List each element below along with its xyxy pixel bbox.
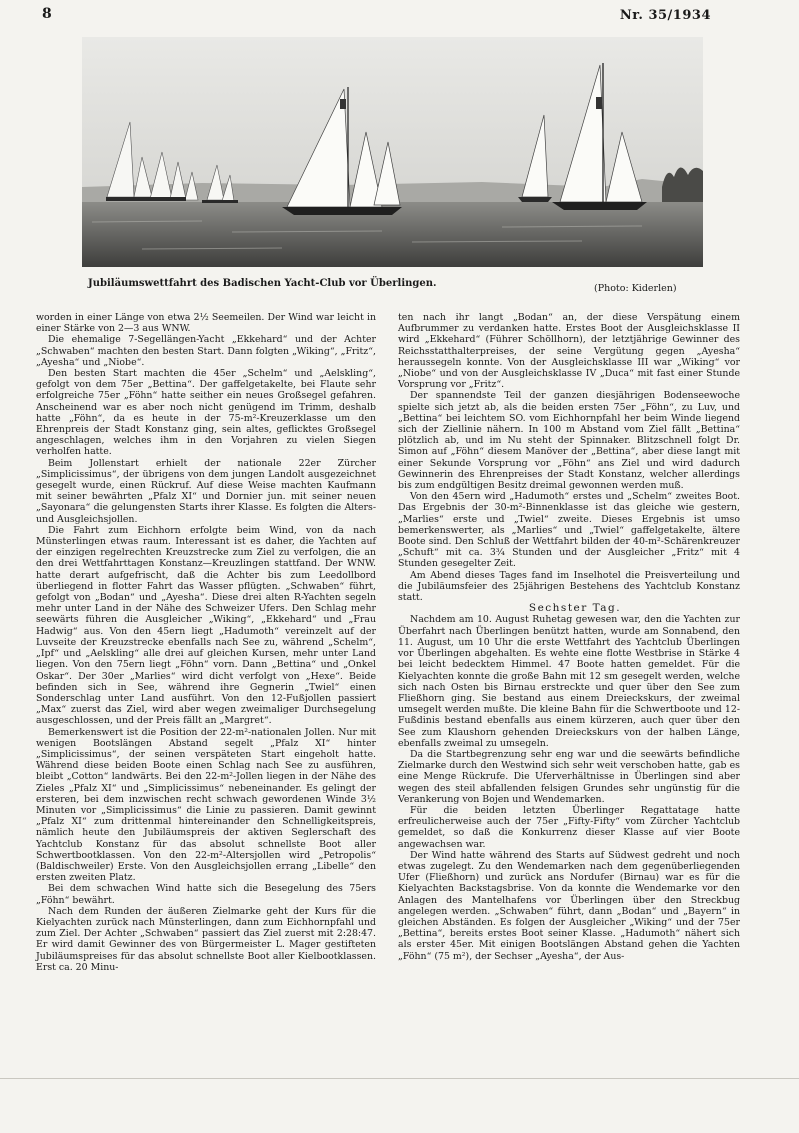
- photo-caption: Jubiläumswettfahrt des Badischen Yacht-Club vor Überlingen.: [88, 278, 437, 289]
- section-heading: Sechster Tag.: [528, 602, 622, 615]
- paragraph: Der spannendste Teil der ganzen diesjährigen Bodenseewoche spielte sich jetzt ab, als die beiden ersten 75er „Föhn“, zu Luv, und „Bettina“ bei leichtem SO. vom Eichhornpfahl her beim Winde liegend sich der Ziellinie nähern. In 100 m Abstand vom Ziel fällt „Bettina“ plötzlich ab, und im Nu steht der Spinnaker. Blitzschnell folgt Dr. Simon auf „Föhn“ diesem Manöver der „Bettina“, aber diese langt mit einer Sekunde Vorsprung vor „Föhn“ ans Ziel und wird dadurch Gewinnerin des Ehrenpreises der Stadt Konstanz, welcher allerdings bis zum endgültigen Besitz dreimal gewonnen werden muß.: [398, 390, 740, 492]
- page-number: 8: [42, 6, 52, 22]
- paragraph: Die ehemalige 7-Segellängen-Yacht „Ekkehard“ und der Achter „Schwaben“ machten den besten Start. Dann folgten „Wiking“, „Fritz“, „Ayesha“ und „Niobe“.: [36, 334, 376, 368]
- paragraph: Beim Jollenstart erhielt der nationale 22er Zürcher „Simplicissimus“, der übrigens von dem jungen Landolt ausgezeichnet gesegelt wurde, einen Rückruf. Auf diese Weise machten Kaufmann mit seiner bewährten „Pfalz XI“ und Dornier jun. mit seiner neuen „Sayonara“ die gelungensten Starts ihrer Klasse. Es folgten die Alters- und Ausgleichsjollen.: [36, 457, 376, 525]
- paragraph: Am Abend dieses Tages fand im Inselhotel die Preisverteilung und die Jubiläumsfeier des 25jährigen Bestehens des Yachtclub Konstanz statt.: [398, 569, 740, 604]
- paragraph: ten nach ihr langt „Bodan“ an, der diese Verspätung einem Aufbrummer zu verdanken hatte. Erstes Boot der Ausgleichsklasse II wird „Ekkehard“ (Führer Schöllhorn), der letztjährige Gewinner des Reichsstatthalterpreises, der seine Vergütung gegen „Ayesha“ heraussegeln konnte. Von der Ausgleichsklasse III war „Wiking“ vor „Niobe“ und von der Ausgleichsklasse IV „Duca“ mit fast einer Stunde Vorsprung vor „Fritz“.: [398, 312, 740, 391]
- paragraph: Bei dem schwachen Wind hatte sich die Besegelung des 75ers „Föhn“ bewährt.: [36, 883, 376, 906]
- paragraph: Nach dem Runden der äußeren Zielmarke geht der Kurs für die Kielyachten zurück nach Münsterlingen, dann zum Eichhornpfahl und zum Ziel. Der Achter „Schwaben“ passiert das Ziel zuerst mit 2:28:47. Er wird damit Gewinner des von Bürgermeister L. Mager gestifteten Jubiläumspreises für das absolut schnellste Boot aller Kielbootklassen. Erst ca. 20 Minu-: [36, 905, 376, 973]
- paragraph: Bemerkenswert ist die Position der 22-m²-nationalen Jollen. Nur mit wenigen Bootslängen Abstand segelt „Pfalz XI“ hinter „Simplicissimus“, der seinen verspäteten Start eingeholt hatte. Während diese beiden Boote einen Schlag nach See zu ausführen, bleibt „Cotton“ landwärts. Bei den 22-m²-Jollen liegen in der Nähe des Zieles „Pfalz XI“ und „Simplicissimus“ nebeneinander. Es gelingt der ersteren, bei dem inzwischen recht schwach gewordenen Winde 3½ Minuten vor „Simplicissimus“ die Linie zu passieren. Damit gewinnt „Pfalz XI“ zum drittenmal hintereinander den Schnelligkeitspreis, nämlich heute den Jubiläumspreis der aktiven Seglerschaft des Yachtclub Konstanz für das absolut schnellste Boot aller Schwertbootklassen. Von den 22-m²-Altersjollen wird „Petropolis“ (Baldischweiler) Erste. Von den Ausgleichsjollen errang „Libelle“ den ersten zweiten Platz.: [36, 726, 376, 884]
- right-column: [398, 312, 740, 962]
- issue-number: Nr. 35/1934: [619, 8, 711, 23]
- paragraph: Den besten Start machten die 45er „Schelm“ und „Aelskling“, gefolgt von dem 75er „Bettina“. Der gaffelgetakelte, bei Flaute sehr erfolgreiche 75er „Föhn“ hatte seither ein neues Großsegel gefahren. Anscheinend war es aber noch nicht genügend im Trimm, deshalb hatte „Föhn“, da es heute in der 75-m²-Kreuzerklasse um den Ehrenpreis der Stadt Konstanz ging, sein altes, geflicktes Großsegel angeschlagen, welches ihm in den Vorjahren zu vielen Siegen verholfen hatte.: [36, 368, 376, 458]
- left-column: [36, 312, 376, 973]
- paragraph: worden in einer Länge von etwa 2½ Seemeilen. Der Wind war leicht in einer Stärke von 2—3 aus WNW.: [36, 312, 376, 335]
- regatta-photo: [82, 37, 703, 267]
- bottom-rule: [0, 1078, 799, 1079]
- paragraph: Der Wind hatte während des Starts auf Südwest gedreht und noch etwas zugelegt. Zu den Wendemarken nach dem gegenüberliegenden Ufer (Fließhorn) und zurück ans Nordufer (Birnau) war es für die Kielyachten Backstagsbrise. Von da konnte die Wendemarke vor den Anlagen des Mantelhafens vor Überlingen über den Streckbug angelegen werden. „Schwaben“ führt, dann „Bodan“ und „Bayern“ in gleichen Abständen. Es folgen der Ausgleicher „Wiking“ und der 75er „Bettina“, bereits erstes Boot seiner Klasse. „Hadumoth“ nähert sich als erster 45er. Mit einigen Bootslängen Abstand gehen die Yachten „Föhn“ (75 m²), der Sechser „Ayesha“, der Aus-: [398, 849, 740, 962]
- paragraph: Da die Startbegrenzung sehr eng war und die seewärts befindliche Zielmarke durch den Westwind sich sehr weit verschoben hatte, gab es eine Menge Rückrufe. Die Uferverhältnisse in Überlingen sind aber wegen des steil abfallenden felsigen Grundes sehr ungünstig für die Verankerung von Bojen und Wendemarken.: [398, 748, 740, 805]
- photo-credit: (Photo: Kiderlen): [594, 283, 677, 294]
- paragraph: Nachdem am 10. August Ruhetag gewesen war, den die Yachten zur Überfahrt nach Überlingen benützt hatten, wurde am Sonnabend, den 11. August, um 10 Uhr die erste Wettfahrt des Yachtclub Überlingen vor Überlingen abgehalten. Es wehte eine flotte Westbrise in Stärke 4 bei leicht bedecktem Himmel. 47 Boote hatten gemeldet. Für die Kielyachten konnte die große Bahn mit 12 sm gesegelt werden, welche sich nach Osten bis Birnau erstreckte und quer über den See zum Fließhorn ging. Sie bestand aus einem Dreieckskurs, der zweimal umsegelt werden mußte. Die kleine Bahn für die Schwertboote und 12-Fußdinis bestand ebenfalls aus einem kürzeren, auch quer über den See zum Klaushorn gehenden Dreieckskurs von der halben Länge, ebenfalls zweimal zu umsegeln.: [398, 614, 740, 749]
- paragraph: Für die beiden letzten Überlinger Regattatage hatte erfreulicherweise auch der 75er „Fifty-Fifty“ vom Zürcher Yachtclub gemeldet, so daß die Konkurrenz dieser Klasse auf vier Boote angewachsen war.: [398, 804, 740, 850]
- paragraph: Von den 45ern wird „Hadumoth“ erstes und „Schelm“ zweites Boot. Das Ergebnis der 30-m²-Binnenklasse ist das gleiche wie gestern, „Marlies“ erste und „Twiel“ zweite. Dieses Ergebnis ist umso bemerkenswerter, als „Marlies“ und „Twiel“ gaffelgetakelte, ältere Boote sind. Den Schluß der Wettfahrt bilden der 40-m²-Schärenkreuzer „Schuft“ mit ca. 3¾ Stunden und der Ausgleicher „Fritz“ mit 4 Stunden gesegelter Zeit.: [398, 491, 740, 570]
- paragraph: Die Fahrt zum Eichhorn erfolgte beim Wind, von da nach Münsterlingen etwas raum. Interessant ist es daher, die Yachten auf der einzigen regelrechten Kreuzstrecke zum Ziel zu verfolgen, die an den drei Wettfahrttagen Konstanz—Kreuzlingen stattfand. Der WNW. hatte derart aufgefrischt, daß die Achter bis zum Leedollbord überliegend in flotter Fahrt das Wasser pflügten. „Schwaben“ führt, gefolgt von „Bodan“ und „Ayesha“. Diese drei alten R-Yachten segeln mehr unter Land in der Nähe des Schweizer Ufers. Den Schlag mehr seewärts führen die Ausgleicher „Wiking“, „Ekkehard“ und „Frau Hadwig“ aus. Von den 45ern liegt „Hadumoth“ vereinzelt auf der Luvseite der Kreuzstrecke ebenfalls nach See zu, während „Schelm“, „Ipf“ und „Aelskling“ alle drei auf gleichen Kursen, mehr unter Land liegen. Von den 75ern liegt „Föhn“ vorn. Dann „Bettina“ und „Onkel Oskar“. Der 30er „Marlies“ wird dicht verfolgt von „Hexe“. Beide befinden sich in See, während ihre Gegnerin „Twiel“ einen Sonderschlag unter Land ausführt. Von den 12-Fußjollen passiert „Max“ zuerst das Ziel, wird aber wegen zweimaliger Durchsegelung ausgeschlossen, und der Preis fällt an „Margret“.: [36, 524, 376, 727]
